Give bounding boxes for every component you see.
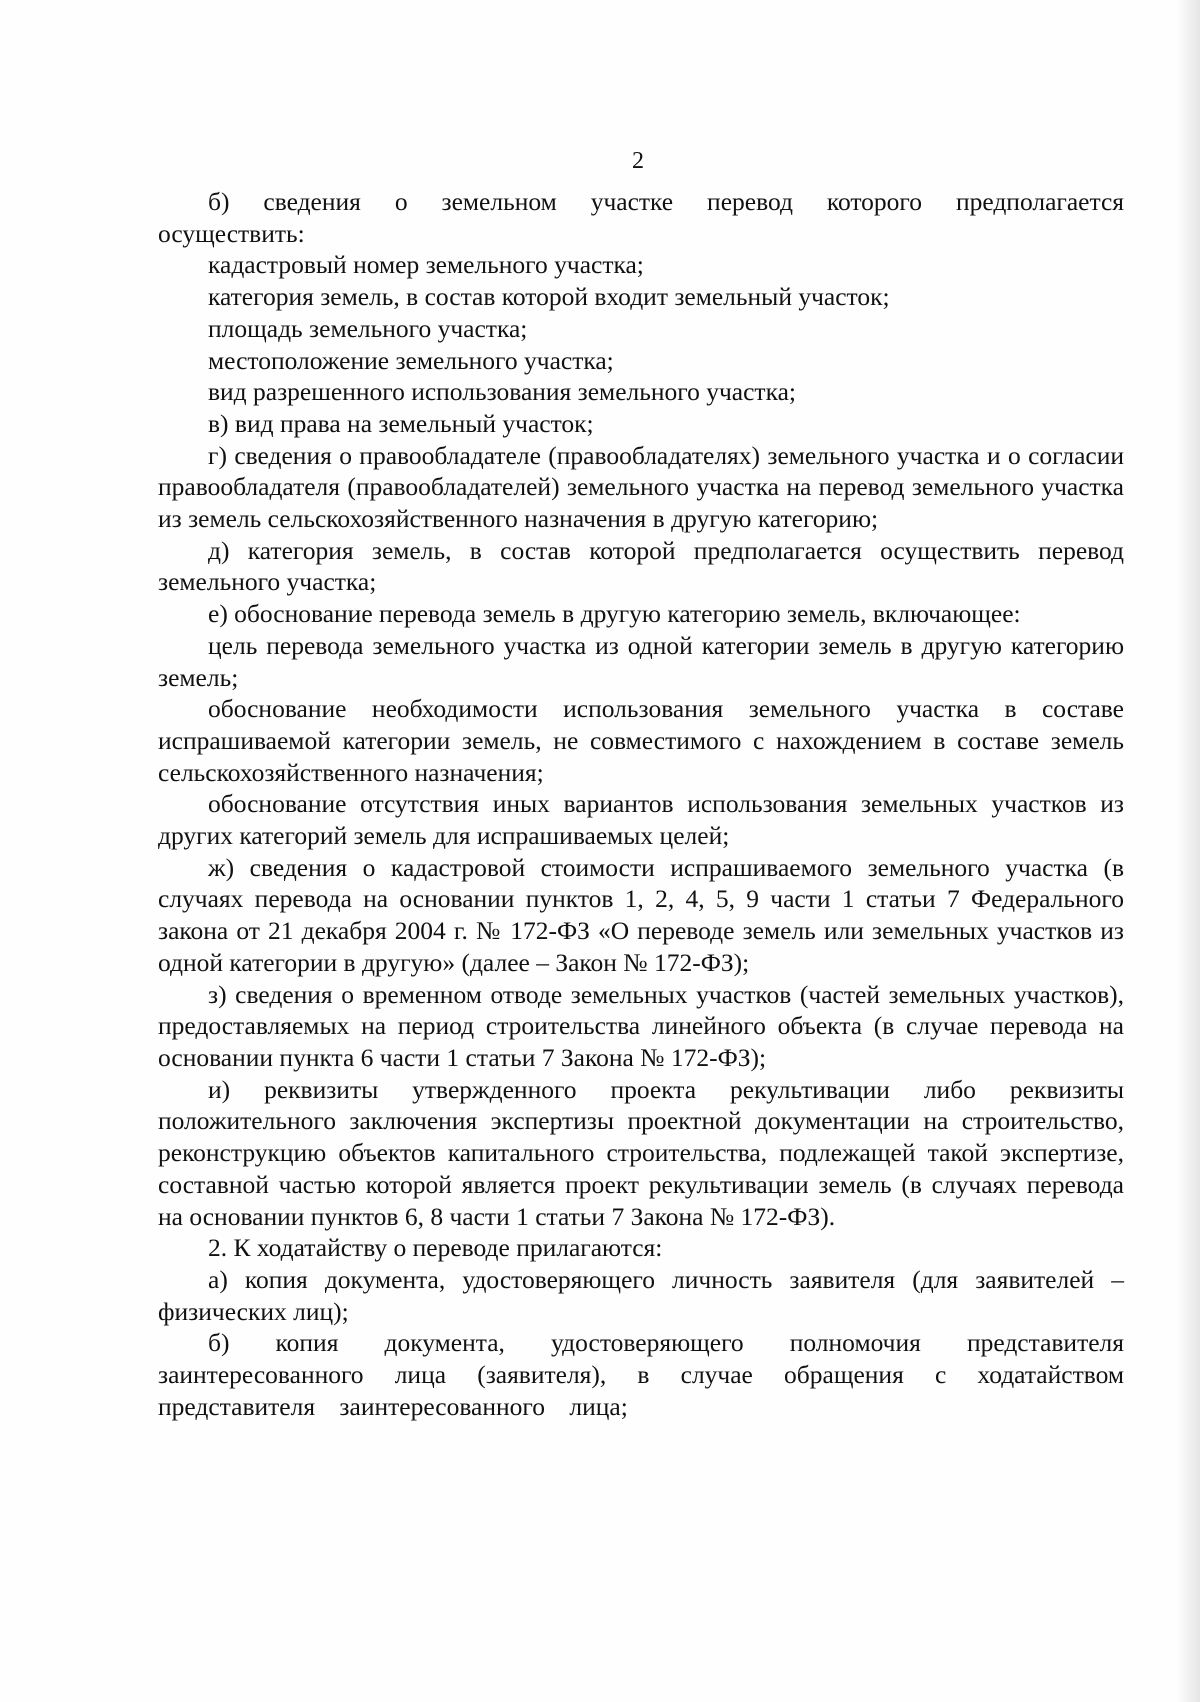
page-number: 2: [632, 148, 644, 174]
document-body: [158, 186, 1124, 1422]
scan-edge-shadow: [1176, 0, 1200, 1702]
paragraph-plot-area: площадь земельного участка;: [208, 313, 528, 343]
paragraph-2-attachments: 2. К ходатайству о переводе прилагаются:: [208, 1233, 663, 1263]
paragraph-v-right-type: в) вид права на земельный участок;: [208, 408, 594, 438]
paragraph-a-identity-document: а) копия документа, удостоверяющего личность заявителя (для заявителей – физических лиц);: [158, 1264, 1124, 1326]
paragraph-no-alternatives: обоснование отсутствия иных вариантов использования земельных участков из других категорий земель для испрашиваемых целей;: [158, 789, 1124, 851]
paragraph-i-recultivation-project: и) реквизиты утвержденного проекта рекультивации либо реквизиты положительного заключения экспертизы проектной документации на строительство, реконструкцию объектов капитального строительства, подлежащей такой экспертизе, составной частью которой является проект рекультивации земель (в случаях перевода на основании пунктов 6, 8 части 1 статьи 7 Закона № 172-ФЗ).: [158, 1074, 1124, 1231]
paragraph-b-land-plot-info: б) сведения о земельном участке перевод которого предполагается осуществить:: [158, 187, 1124, 248]
paragraph-z-temporary-allocation: з) сведения о временном отводе земельных участков (частей земельных участков), предоставляемых на период строительства линейного объекта (в случае перевода на основании пункта 6 части 1 статьи 7 Закона № 172-ФЗ);: [158, 979, 1124, 1072]
paragraph-b-representative-authority: б) копия документа, удостоверяющего полномочия представителя заинтересованного лица (заявителя), в случае обращения с ходатайством представителя заинтересованного лица;: [158, 1328, 1124, 1421]
paragraph-plot-location: местоположение земельного участка;: [208, 345, 614, 375]
paragraph-land-category: категория земель, в состав которой входит земельный участок;: [208, 282, 890, 312]
paragraph-e-justification: е) обоснование перевода земель в другую категорию земель, включающее:: [208, 599, 1021, 629]
paragraph-necessity-justification: обоснование необходимости использования земельного участка в составе испрашиваемой категории земель, не совместимого с нахождением в составе земель сельскохозяйственного назначения;: [158, 694, 1124, 787]
paragraph-d-target-category: д) категория земель, в состав которой предполагается осуществить перевод земельного участка;: [158, 535, 1124, 597]
paragraph-transfer-goal: цель перевода земельного участка из одной категории земель в другую категорию земель;: [158, 630, 1124, 692]
paragraph-g-rightholder: г) сведения о правообладателе (правообладателях) земельного участка и о согласии правообладателя (правообладателей) земельного участка на перевод земельного участка из земель сельскохозяйственного назначения в другую категорию;: [158, 440, 1124, 534]
paragraph-cadastral-number: кадастровый номер земельного участка;: [208, 250, 644, 280]
paragraph-permitted-use: вид разрешенного использования земельного участка;: [208, 377, 796, 407]
paragraph-zh-cadastral-value: ж) сведения о кадастровой стоимости испрашиваемого земельного участка (в случаях перевода на основании пунктов 1, 2, 4, 5, 9 части 1 статьи 7 Федерального закона от 21 декабря 2004 г. № 172-ФЗ «О переводе земель или земельных участков из одной категории в другую» (далее – Закон № 172-ФЗ);: [158, 852, 1124, 977]
